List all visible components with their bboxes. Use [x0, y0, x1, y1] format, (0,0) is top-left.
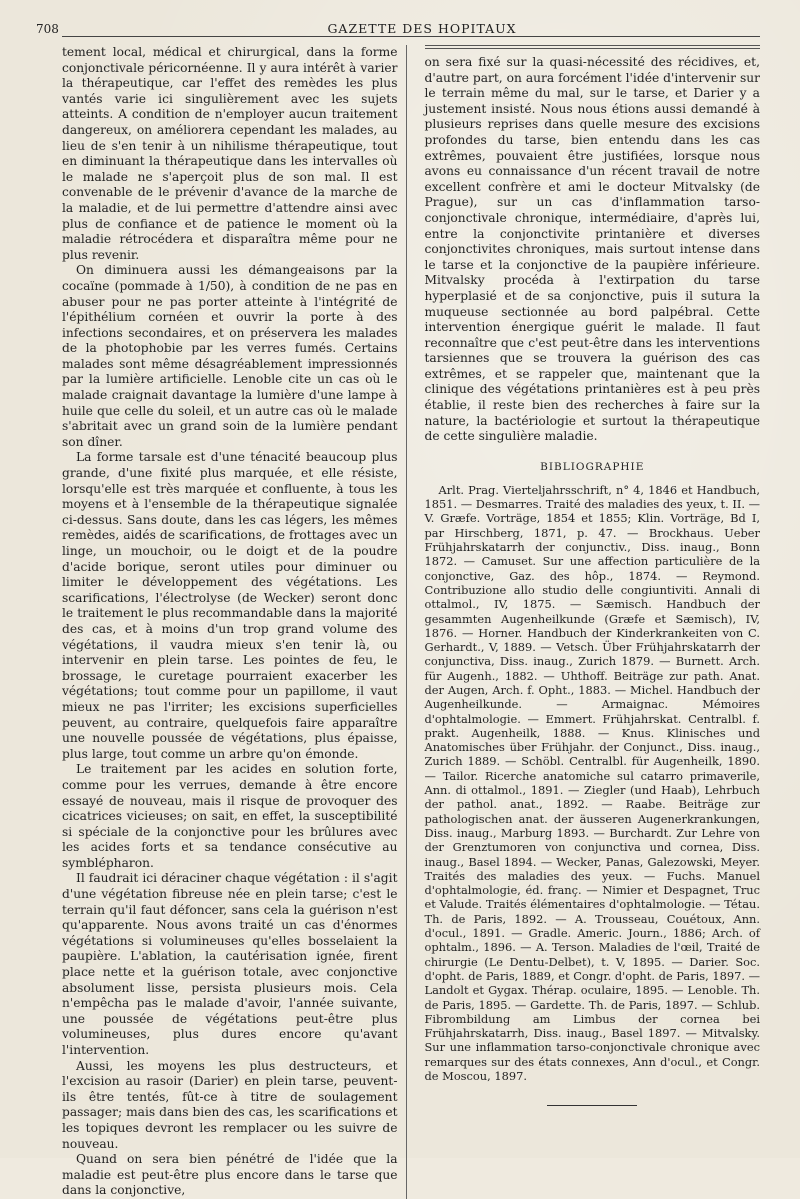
end-ornament-rule	[425, 1091, 761, 1110]
column-top-rule	[425, 45, 761, 49]
left-column	[62, 45, 407, 1199]
two-column-body	[62, 45, 760, 1199]
running-title: GAZETTE DES HOPITAUX	[327, 21, 517, 36]
page-number: 708	[36, 22, 59, 36]
left-paragraph-5: Il faudrait ici déraciner chaque végétation : il s'agit d'une végétation fibreuse née en plein tarse; c'est le terrain qu'il faut défoncer, sans cela la guérison n'est qu'apparente. Nous avons traité un cas d'énormes végétations si volumineuses qu'elles bosselaient la paupière. L'ablation, la cautérisation ignée, firent place nette et la guérison totale, avec conjonctive absolument lisse, persista plusieurs mois. Cela n'empêcha pas le malade d'avoir, l'année suivante, une poussée de végétations peut-être plus volumineuses, plus dures encore qu'avant l'intervention.	[62, 871, 398, 1057]
left-paragraph-4: Le traitement par les acides en solution forte, comme pour les verrues, demande à être encore essayé de nouveau, mais il risque de provoquer des cicatrices vicieuses; on sait, en effet, la susceptibilité si spéciale de la conjonctive pour les brûlures avec les acides forts et sa tendance consécutive au symblépharon.	[62, 762, 398, 870]
left-paragraph-1: tement local, médical et chirurgical, dans la forme conjonctivale péricornéenne. Il y aura intérêt à varier la thérapeutique, car l'effet des remèdes les plus vantés varie ici singulièrement avec les sujets atteints. A condition de n'employer aucun traitement dangereux, on améliorera cependant les malades, au lieu de s'en tenir à un nihilisme thérapeutique, tout en diminuant la thérapeutique dans les intervalles où le malade ne s'aperçoit plus de son mal. Il est convenable de le prévenir d'avance de la marche de la maladie, et de lui permettre d'attendre ainsi avec plus de confiance et de patience le moment où la maladie rétrocédera et disparaîtra même pour ne plus revenir.	[62, 45, 398, 262]
right-paragraph: on sera fixé sur la quasi-nécessité des récidives, et, d'autre part, on aura forcément l'idée d'intervenir sur le terrain même du mal, sur le tarse, et Darier y a justement insisté. Nous nous étions aussi demandé à plusieurs reprises dans quelle mesure des excisions profondes du tarse, bien entendu dans les cas extrêmes, pouvaient être justifiées, lorsque nous avons eu connaissance d'un récent travail de notre excellent confrère et ami le docteur Mitvalsky (de Prague), sur un cas d'inflammation tarso-conjonctivale chronique, intermédiaire, d'après lui, entre la conjonctivite printanière et diverses conjonctivites chroniques, mais surtout intense dans le tarse et la conjonctive de la paupière inférieure. Mitvalsky procéda à l'extirpation du tarse hyperplasié et de sa conjonctive, puis il sutura la muqueuse sectionnée au bord palpébral. Cette intervention énergique guérit le malade. Il faut reconnaître que c'est peut-être dans les interventions tarsiennes que se trouvera la guérison des cas extrêmes, et se rappeler que, maintenant que la clinique des végétations printanières est à peu près établie, il reste bien des recherches à faire sur la nature, la bactériologie et surtout la thérapeutique de cette singulière maladie.	[424, 55, 760, 444]
left-paragraph-6: Aussi, les moyens les plus destructeurs, et l'excision au rasoir (Darier) en plein tarse, peuvent-ils être tentés, fût-ce à titre de soulagement passager; mais dans bien des cas, les scarifications et les topiques devront les remplacer ou les suivre de nouveau.	[62, 1058, 398, 1151]
left-paragraph-3: La forme tarsale est d'une ténacité beaucoup plus grande, d'une fixité plus marquée, et elle résiste, lorsqu'elle est très marquée et confluente, à tous les moyens et à l'ensemble de la thérapeutique signalée ci-dessus. Sans doute, dans les cas légers, les mêmes remèdes, aidés de scarifications, de frottages avec un linge, un mouchoir, ou le doigt et de la poudre d'acide borique, seront utiles pour diminuer ou limiter le développement des végétations. Les scarifications, l'électrolyse (de Wecker) seront donc le traitement le plus recommandable dans la majorité des cas, et à moins d'un trop grand volume des végétations, il vaudra mieux s'en tenir là, ou intervenir en plein tarse. Les pointes de feu, le brossage, le curetage pourraient exacerber les végétations; tout comme pour un papillome, il vaut mieux ne pas l'irriter; les excisions superficielles peuvent, au contraire, quelquefois faire apparaître une nouvelle poussée de végétations, plus épaisse, plus large, tout comme un arbre qu'on émonde.	[62, 450, 398, 761]
bibliography-text: Arlt. Prag. Vierteljahrsschrift, n° 4, 1846 et Handbuch, 1851. — Desmarres. Traité des maladies des yeux, t. II. — V. Græfe. Vorträge, 1854 et 1855; Klin. Vorträge, Bd I, par Hirschberg, 1871, p. 47. — Brockhaus. Ueber Frühjahrskatarrh der conjunctiv., Diss. inaug., Bonn 1872. — Camuset. Sur une affection particulière de la conjonctive, Gaz. des hôp., 1874. — Reymond. Contribuzione allo studio delle congiuntiviti. Annali di ottalmol., IV, 1875. — Sæmisch. Handbuch der gesammten Augenheilkunde (Græfe et Sæmisch), IV, 1876. — Horner. Handbuch der Kinderkrankeiten von C. Gerhardt., V, 1889. — Vetsch. Über Frühjahrskatarrh der conjunctiva, Diss. inaug., Zurich 1879. — Burnett. Arch. für Augenh., 1882. — Uhthoff. Beiträge zur path. Anat. der Augen, Arch. f. Opht., 1883. — Michel. Handbuch der Augenheilkunde. — Armaignac. Mémoires d'ophtalmologie. — Emmert. Frühjahrskat. Centralbl. f. prakt. Augenheilk, 1888. — Knus. Klinisches und Anatomisches über Frühjahr. der Conjunct., Diss. inaug., Zurich 1889. — Schöbl. Centralbl. für Augenheilk, 1890. — Tailor. Ricerche anatomiche sul catarro primaverile, Ann. di ottalmol., 1891. — Ziegler (und Haab), Lehrbuch der pathol. anat., 1892. — Raabe. Beiträge zur pathologischen anat. der äusseren Augenerkrankungen, Diss. inaug., Marburg 1893. — Burchardt. Zur Lehre von der Grenztumoren von conjunctiva und cornea, Diss. inaug., Basel 1894. — Wecker, Panas, Galezowski, Meyer. Traités des maladies des yeux. — Fuchs. Manuel d'ophtalmologie, éd. franç. — Nimier et Despagnet, Truc et Valude. Traités élémentaires d'ophtalmologie. — Tétau. Th. de Paris, 1892. — A. Trousseau, Couétoux, Ann. d'ocul., 1891. — Gradle. Americ. Journ., 1886; Arch. of ophtalm., 1896. — A. Terson. Maladies de l'œil, Traité de chirurgie (Le Dentu-Delbet), t. V, 1895. — Darier. Soc. d'opht. de Paris, 1889, et Congr. d'opht. de Paris, 1897. — Landolt et Gygax. Thérap. oculaire, 1895. — Lenoble. Th. de Paris, 1895. — Gardette. Th. de Paris, 1897. — Schlub. Fibrombildung am Limbus der cornea bei Frühjahrskatarrh, Diss. inaug., Basel 1897. — Mitvalsky. Sur une inflammation tarso-conjonctivale chronique avec remarques sur des états connexes, Ann d'ocul., et Congr. de Moscou, 1897.	[424, 482, 760, 1084]
bibliography-heading: BIBLIOGRAPHIE	[540, 460, 645, 473]
right-column	[425, 45, 761, 1199]
left-paragraph-7: Quand on sera bien pénétré de l'idée que la maladie est peut-être plus encore dans le tarse que dans la conjonctive,	[62, 1152, 398, 1198]
left-paragraph-2: On diminuera aussi les démangeaisons par la cocaïne (pommade à 1/50), à condition de ne pas en abuser pour ne pas porter atteinte à l'intégrité de l'épithélium cornéen et ouvrir la porte à des infections secondaires, et on préservera les malades de la photophobie par les verres fumés. Certains malades sont même désagréablement impressionnés par la lumière artificielle. Lenoble cite un cas où le malade craignait davantage la lumière d'une lampe à huile que celle du soleil, et un autre cas où le malade s'abritait avec un grand soin de la lumière pendant son dîner.	[62, 263, 398, 449]
page-header	[36, 14, 760, 37]
